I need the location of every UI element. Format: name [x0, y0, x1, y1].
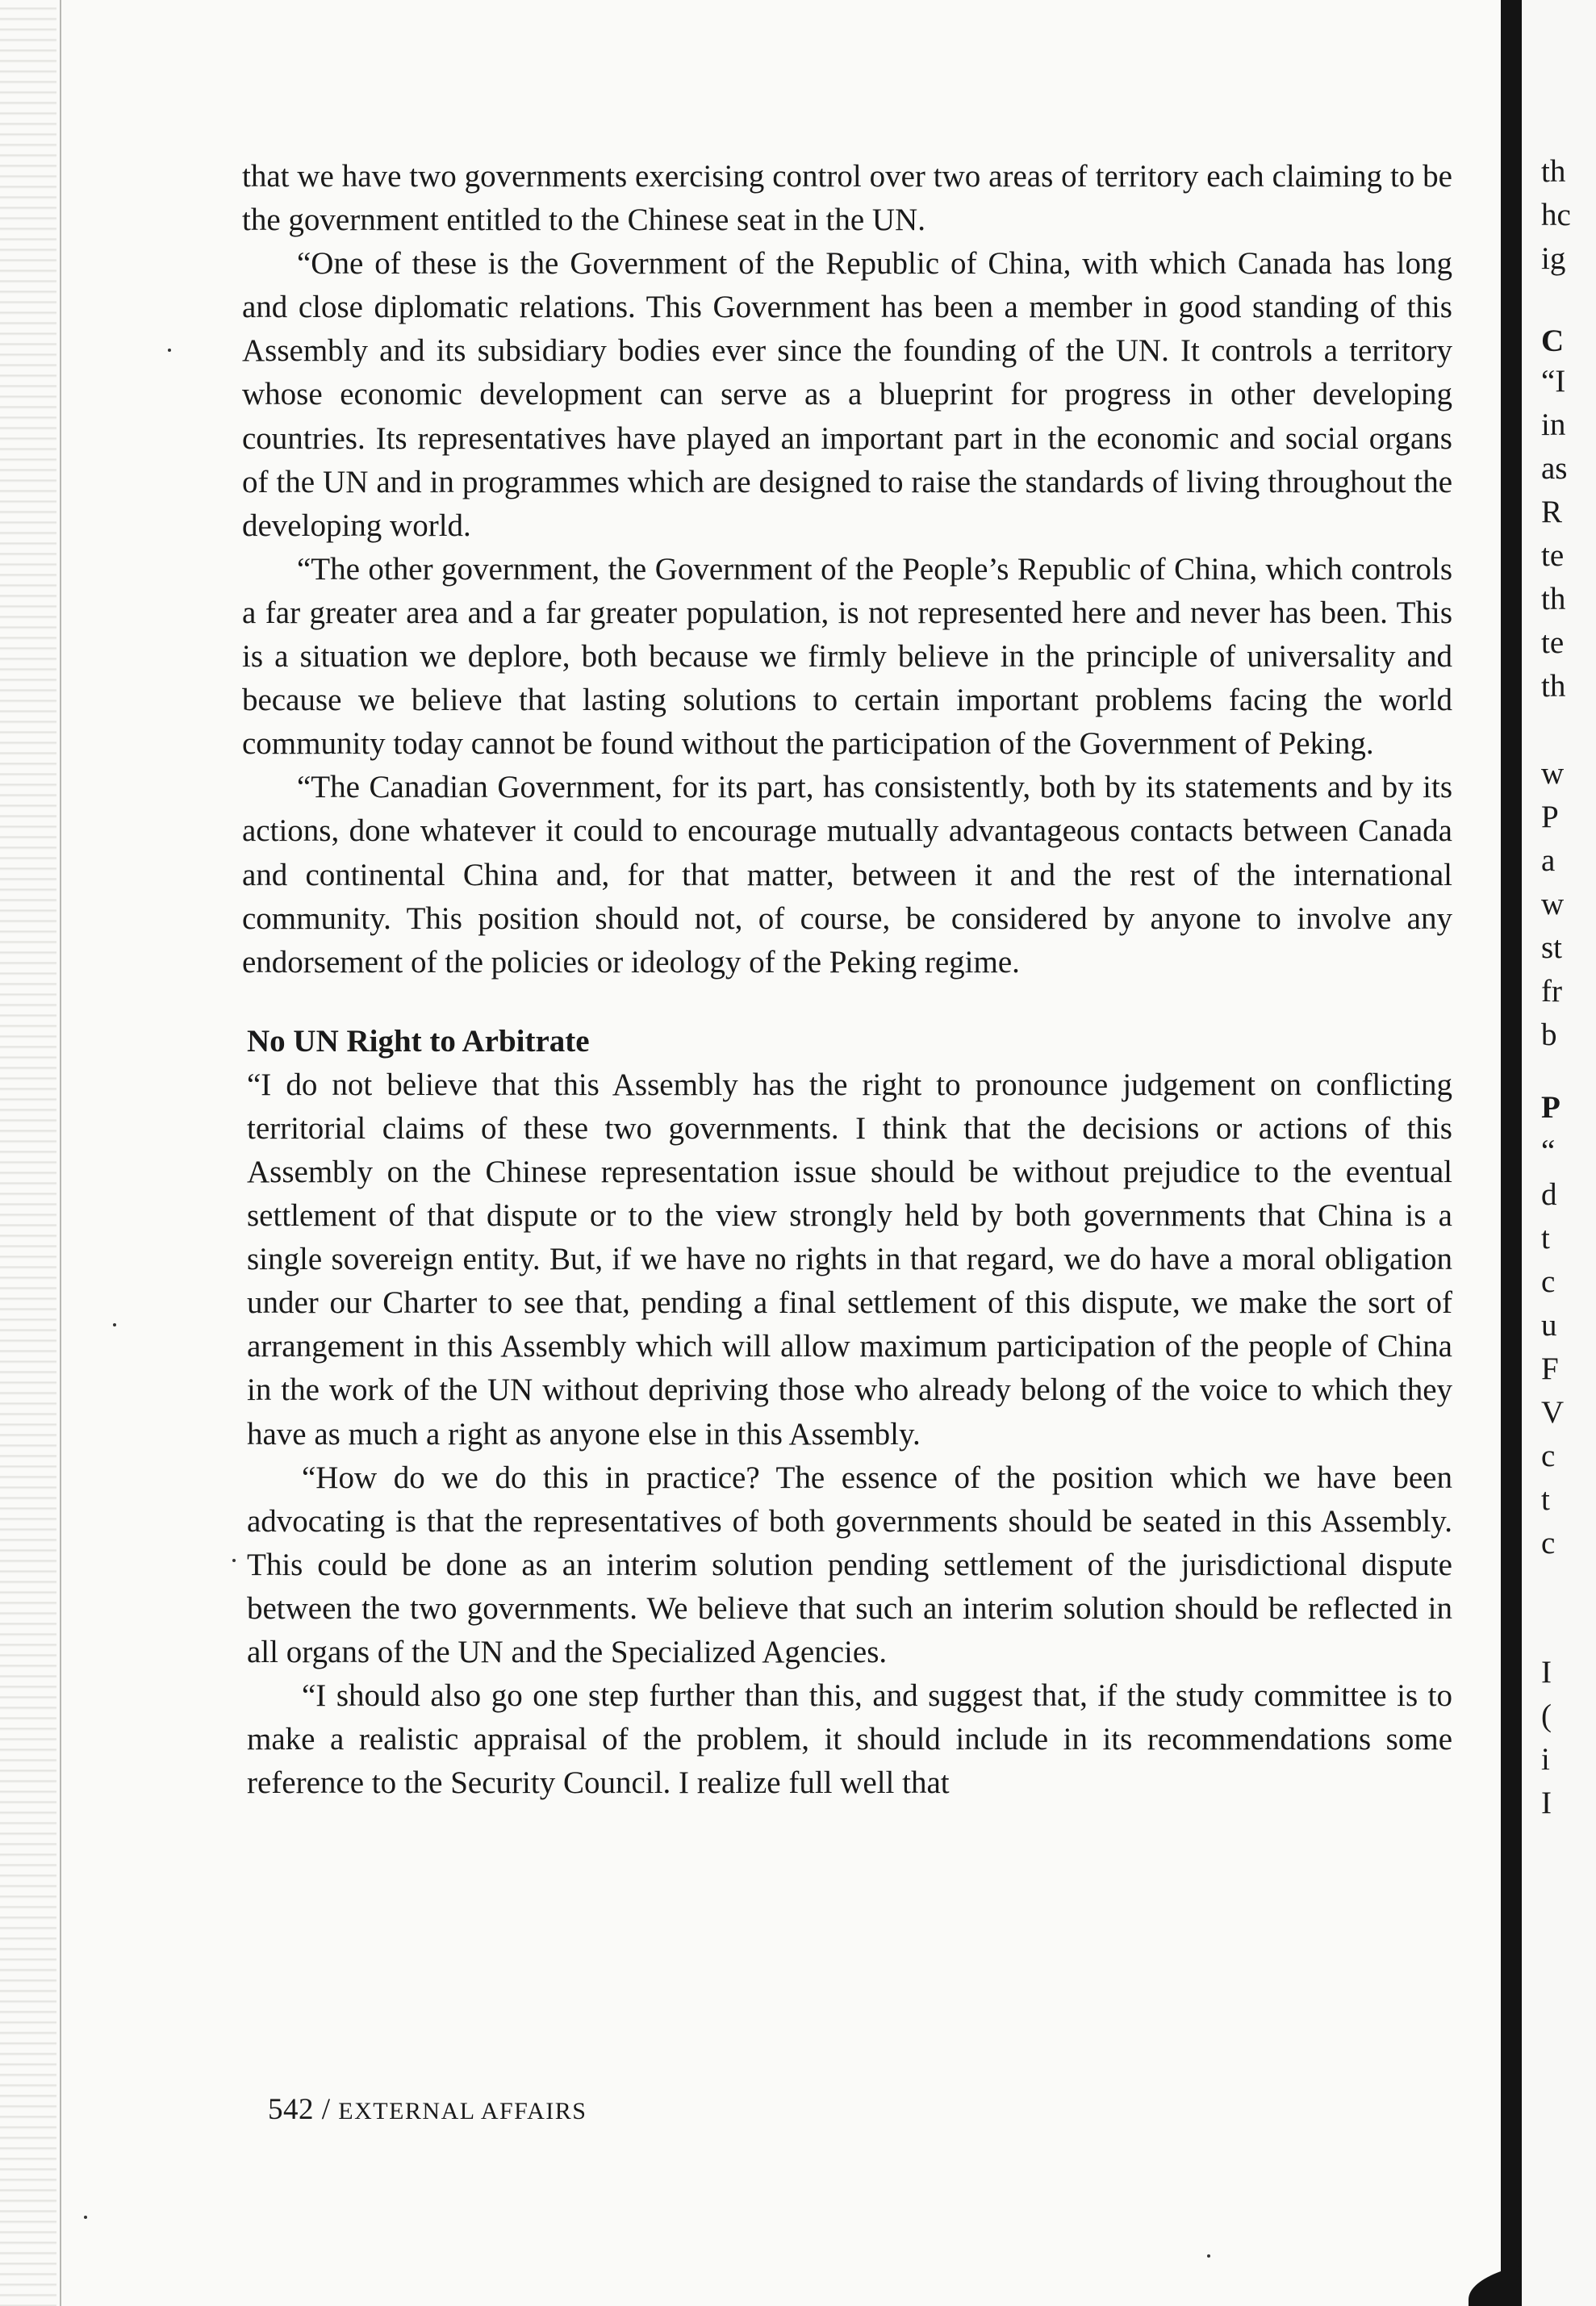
- facing-fragment: ig: [1541, 241, 1566, 276]
- publication-name: EXTERNAL AFFAIRS: [338, 2098, 587, 2124]
- scan-speck: [1207, 2254, 1210, 2258]
- paragraph-4: “The Canadian Government, for its part, has consistently, both by its statements and by its actions, done whatever it could to encourage mutually advantageous contacts between Canada and continental China and, for that matter, between it and the rest of the international community. This position should not, of course, be considered by anyone to involve any endorsement of the policies or ideology of the Peking regime.: [242, 770, 1452, 980]
- scan-speck: [168, 349, 171, 352]
- scan-speck: [113, 1323, 116, 1326]
- facing-fragment: c: [1541, 1264, 1556, 1299]
- scan-speck: [232, 1559, 236, 1562]
- left-binding-edge: [0, 0, 56, 2306]
- facing-fragment: as: [1541, 451, 1568, 486]
- paragraph-1: that we have two governments exercising control over two areas of territory each claiming to be the government entitled to the Chinese seat in the UN.: [242, 159, 1452, 238]
- facing-fragment: F: [1541, 1351, 1559, 1386]
- facing-fragment: hc: [1541, 198, 1571, 232]
- facing-fragment: t: [1541, 1482, 1550, 1517]
- section-heading: No UN Right to Arbitrate: [247, 1023, 590, 1059]
- facing-fragment: th: [1541, 669, 1566, 704]
- page-footer: [268, 2091, 587, 2130]
- facing-fragment: c: [1541, 1526, 1556, 1560]
- facing-fragment: i: [1541, 1742, 1550, 1777]
- facing-fragment: “: [1541, 1134, 1556, 1168]
- facing-fragment: c: [1541, 1439, 1556, 1473]
- facing-fragment: u: [1541, 1308, 1557, 1343]
- facing-fragment: te: [1541, 538, 1565, 573]
- paragraph-5: “I do not believe that this Assembly has the right to pronounce judgement on conflicting territorial claims of these two governments. I think that the decisions or actions of this Assembly on the Chinese representation issue should be without prejudice to the eventual settlement of that dispute or to the view strongly held by both governments that China is a single sovereign entity. But, if we have no rights in that regard, we do have a moral obligation under our Charter to see that, pending a final settlement of this dispute, we make the sort of arrangement in this Assembly which will allow maximum participation of the people of China in the work of the UN without depriving those who already belong of the voice to which they have as much a right as anyone else in this Assembly.: [247, 1067, 1452, 1452]
- paragraph-6: “How do we do this in practice? The essence of the position which we have been advocating is that the representatives of both governments should be seated in this Assembly. This could be done as an interim solution pending settlement of the jurisdictional dispute between the two governments. We believe that such an interim solution should be reflected in all organs of the UN and the Specialized Agencies.: [247, 1460, 1452, 1669]
- scan-speck: [84, 2216, 87, 2219]
- facing-fragment: st: [1541, 930, 1563, 965]
- facing-fragment: C: [1541, 324, 1565, 358]
- paragraph-3: “The other government, the Government of the People’s Republic of China, which controls a far greater area and a far greater population, is not represented here and never has been. This is a situation we deplore, both because we firmly believe in the principle of universality and because we believe that lasting solutions to certain important problems facing the world community today cannot be found without the participation of the Government of Peking.: [242, 551, 1452, 762]
- facing-fragment: b: [1541, 1017, 1557, 1052]
- facing-fragment: I: [1541, 1655, 1552, 1690]
- facing-fragment: P: [1541, 800, 1559, 834]
- facing-fragment: I: [1541, 1786, 1552, 1820]
- facing-fragment: d: [1541, 1177, 1557, 1212]
- book-gutter: [1501, 0, 1522, 2306]
- facing-fragment: t: [1541, 1221, 1550, 1255]
- facing-fragment: R: [1541, 495, 1563, 529]
- facing-fragment: (: [1541, 1698, 1552, 1733]
- facing-fragment: V: [1541, 1395, 1565, 1430]
- facing-fragment: a: [1541, 843, 1556, 878]
- facing-fragment: “I: [1541, 364, 1566, 399]
- facing-fragment: w: [1541, 887, 1565, 921]
- facing-fragment: in: [1541, 407, 1566, 442]
- main-text-column: [242, 155, 1452, 1805]
- facing-fragment: te: [1541, 625, 1565, 660]
- facing-fragment: th: [1541, 154, 1566, 189]
- page-number: 542 /: [268, 2093, 331, 2126]
- facing-fragment: fr: [1541, 974, 1562, 1009]
- facing-page-strip: [1522, 0, 1596, 2306]
- facing-fragment: P: [1541, 1090, 1560, 1125]
- paragraph-7: “I should also go one step further than this, and suggest that, if the study committee is to make a realistic appraisal of the problem, it should include in its recommendations some reference to the Security Council. I realize full well that: [247, 1678, 1452, 1801]
- facing-fragment: th: [1541, 582, 1566, 616]
- paragraph-2: “One of these is the Government of the Republic of China, with which Canada has long and close diplomatic relations. This Government has been a member in good standing of this Assembly and its subsidiary bodies ever since the founding of the UN. It controls a territory whose economic development can serve as a blueprint for progress in other developing countries. Its representatives have played an important part in the economic and social organs of the UN and in programmes which are designed to raise the standards of living throughout the developing world.: [242, 246, 1452, 543]
- facing-fragment: w: [1541, 756, 1565, 791]
- left-page-border: [60, 0, 61, 2306]
